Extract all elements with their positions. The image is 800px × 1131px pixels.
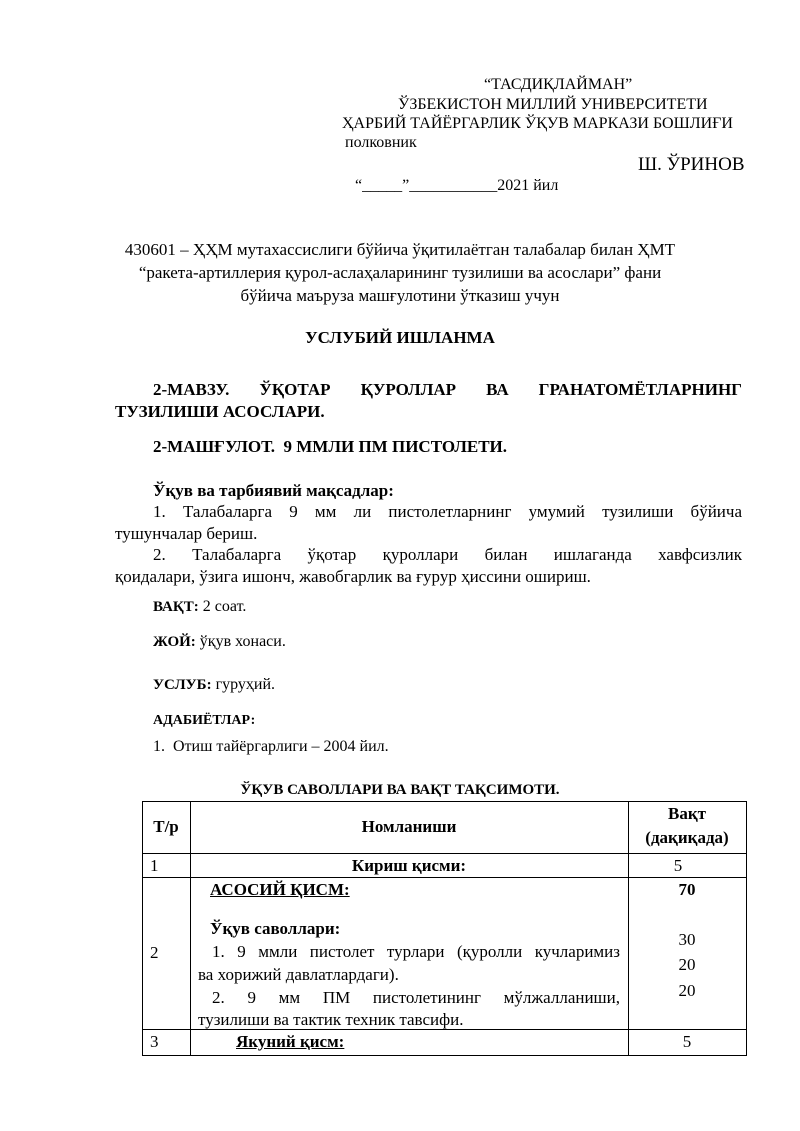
intro-line-3: бўйича маъруза машғулотини ўтказиш учун bbox=[240, 286, 560, 305]
topic-word: 2-МАВЗУ. bbox=[153, 380, 230, 399]
row-1-time: 5 bbox=[673, 856, 683, 875]
table-border bbox=[142, 801, 143, 1056]
topic-word: ҚУРОЛЛАР bbox=[360, 380, 457, 399]
approval-stamp: “ТАСДИҚЛАЙМАН” bbox=[484, 76, 633, 93]
topic-line-1 bbox=[153, 380, 742, 400]
approval-center-head: ҲАРБИЙ ТАЙЁРГАРЛИК ЎҚУВ МАРКАЗИ БОШЛИҒИ bbox=[342, 115, 733, 132]
topic-word: ВА bbox=[486, 380, 509, 399]
row-2-q2-line-2: тузилиши ва тактик техник тавсифи. bbox=[198, 1010, 464, 1029]
header-name: Номланиши bbox=[361, 817, 457, 836]
goal-1-line-2: тушунчалар бериш. bbox=[115, 524, 258, 543]
approval-rank: полковник bbox=[345, 134, 417, 151]
row-2-num: 2 bbox=[150, 943, 159, 962]
row-2-q2-line-1: 2. 9 мм ПМ пистолетининг мўлжалланиши, bbox=[212, 988, 620, 1007]
table-border bbox=[142, 1055, 747, 1056]
header-time-unit: (дақиқада) bbox=[645, 828, 729, 847]
row-2-section: АСОСИЙ ҚИСМ: bbox=[210, 880, 350, 899]
topic-line-2: ТУЗИЛИШИ АСОСЛАРИ. bbox=[115, 402, 325, 421]
row-2-time-q1: 30 bbox=[678, 930, 696, 949]
row-2-q1-line-1: 1. 9 ммли пистолет турлари (қуролли кучларимиз bbox=[212, 942, 620, 961]
time-line bbox=[153, 598, 246, 616]
row-3-time: 5 bbox=[682, 1032, 692, 1051]
goal-2-line-2: қоидалари, ўзига ишонч, жавобгарлик ва ғурур ҳиссини ошириш. bbox=[115, 567, 591, 586]
goals-heading: Ўқув ва тарбиявий мақсадлар: bbox=[153, 481, 394, 500]
place-label: ЖОЙ: bbox=[153, 634, 196, 650]
intro-line-1: 430601 – ҲҲМ мутахассислиги бўйича ўқитилаётган талабалар билан ҲМТ bbox=[124, 240, 676, 259]
row-1-num: 1 bbox=[150, 856, 159, 875]
goal-1-line-1: 1. Талабаларга 9 мм ли пистолетларнинг умумий тузилиши бўйича bbox=[153, 502, 742, 521]
topic-word: ГРАНАТОМЁТЛАРНИНГ bbox=[538, 380, 742, 399]
method-line bbox=[153, 676, 275, 694]
table-border bbox=[142, 853, 747, 854]
table-border bbox=[746, 801, 747, 1056]
row-2-time-q3: 20 bbox=[678, 981, 696, 1000]
header-num: Т/р bbox=[153, 817, 179, 836]
row-2-time-total: 70 bbox=[678, 880, 696, 899]
lesson-title: 2-МАШҒУЛОТ. 9 ММЛИ ПМ ПИСТОЛЕТИ. bbox=[153, 437, 508, 456]
row-1-name: Кириш қисми: bbox=[351, 856, 467, 875]
table-border bbox=[142, 801, 747, 802]
literature-label: АДАБИЁТЛАР: bbox=[153, 713, 256, 728]
place-value: ўқув хонаси. bbox=[195, 633, 286, 650]
row-3-name: Якуний қисм: bbox=[236, 1032, 345, 1051]
time-value: 2 соат. bbox=[198, 598, 247, 615]
approval-university: ЎЗБЕКИСТОН МИЛЛИЙ УНИВЕРСИТЕТИ bbox=[398, 96, 708, 113]
table-border bbox=[142, 877, 747, 878]
row-2-q1-line-2: ва хорижий давлатлардаги). bbox=[198, 965, 399, 984]
row-2-time-q2: 20 bbox=[678, 955, 696, 974]
row-2-subheading: Ўқув саволлари: bbox=[210, 919, 341, 938]
intro-line-2: “ракета-артиллерия қурол-аслаҳаларининг тузилиши ва асослари” фани bbox=[138, 263, 662, 282]
time-label: ВАҚТ: bbox=[153, 599, 199, 615]
header-time: Вақт bbox=[668, 804, 706, 823]
doc-title: УСЛУБИЙ ИШЛАНМА bbox=[305, 328, 495, 347]
goal-2-line-1: 2. Талабаларга ўқотар қуроллари билан ишлаганда хавфсизлик bbox=[153, 545, 742, 564]
row-3-num: 3 bbox=[150, 1032, 159, 1051]
method-value: гуруҳий. bbox=[211, 676, 276, 693]
method-label: УСЛУБ: bbox=[153, 677, 212, 693]
approval-date: “_____”___________2021 йил bbox=[355, 177, 559, 194]
schedule-title: ЎҚУВ САВОЛЛАРИ ВА ВАҚТ ТАҚСИМОТИ. bbox=[240, 782, 560, 798]
table-border bbox=[190, 801, 191, 1056]
place-line bbox=[153, 633, 286, 651]
topic-word: ЎҚОТАР bbox=[259, 380, 331, 399]
approval-name: Ш. ЎРИНОВ bbox=[638, 154, 745, 175]
literature-item-1: 1. Отиш тайёргарлиги – 2004 йил. bbox=[153, 738, 389, 755]
